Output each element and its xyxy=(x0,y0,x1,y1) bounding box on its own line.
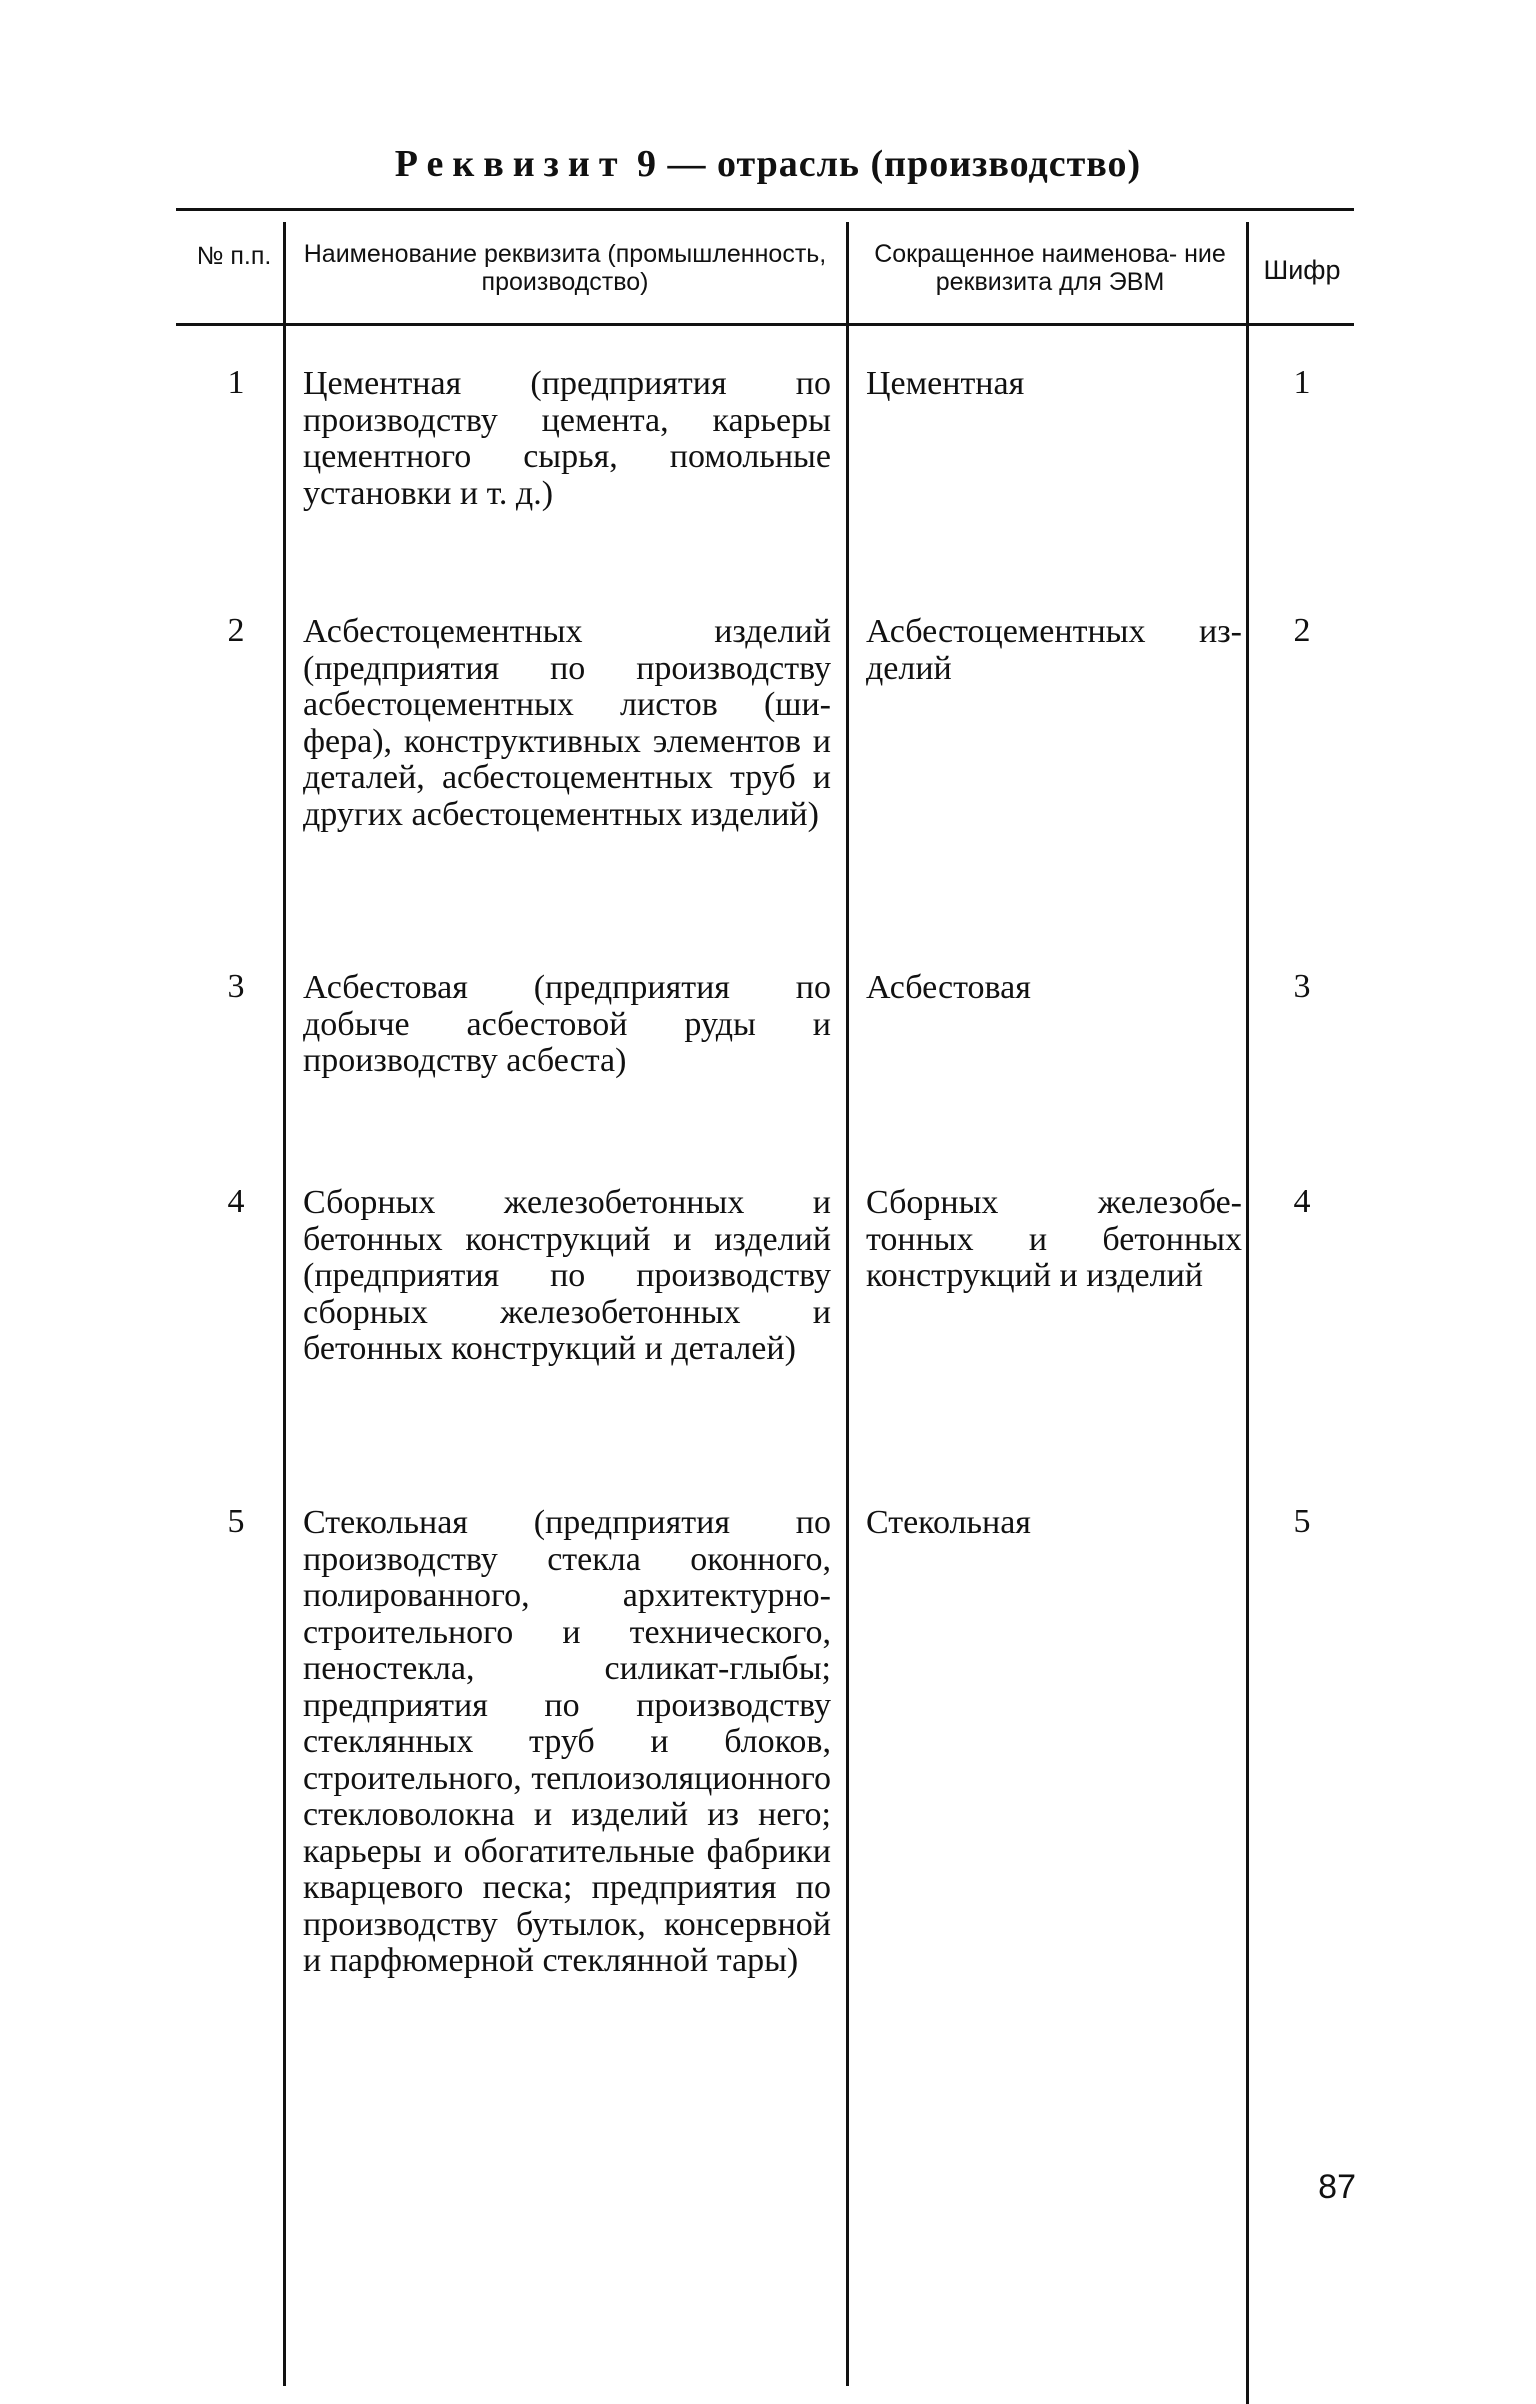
row-cipher: 3 xyxy=(1293,968,1311,1005)
row-cipher: 5 xyxy=(1293,1503,1311,1540)
row-cipher: 2 xyxy=(1293,612,1311,649)
row-number: 1 xyxy=(227,364,245,401)
row-name: Стекольная (предприятия по производству стекла оконного, полированного, архитектурно-строительного и технического, пеностекла, силикат-глыбы; предприятия по производству стеклянных труб и блоков, строительного, теплоизоляционного стекловолокна и изделий из него; карьеры и обогатительные фабрики кварцевого песка; предприятия по производству бутылок, консервной и парфюмерной стеклянной тары) xyxy=(303,1504,831,1979)
title-spaced-word: Реквизит xyxy=(394,143,627,185)
row-name: Асбестоцементных изделий (предприятия по производству асбестоцементных листов (шифера), конструктивных элементов и деталей, асбестоцементных труб и других асбестоцементных изделий) xyxy=(303,613,831,833)
column-divider-3 xyxy=(1246,222,1249,2404)
column-divider-1 xyxy=(283,222,286,2386)
row-short-name: Сборных железобетонных и бетонных конструкций и изделий xyxy=(866,1184,1242,1294)
header-bottom-rule xyxy=(176,323,1354,326)
row-name: Асбестовая (предприятия по добыче асбестовой руды и производству асбеста) xyxy=(303,969,831,1079)
page-number: 87 xyxy=(1318,2168,1356,2206)
row-number: 5 xyxy=(227,1503,245,1540)
row-cipher: 4 xyxy=(1293,1183,1311,1220)
row-name: Цементная (предприятия по производству цемента, карьеры цементного сырья, помольные установки и т. д.) xyxy=(303,365,831,512)
column-divider-2 xyxy=(846,222,849,2386)
row-number: 3 xyxy=(227,968,245,1005)
row-short-name: Асбестоцементных изделий xyxy=(866,613,1242,687)
row-number: 4 xyxy=(227,1183,245,1220)
row-name: Сборных железобетонных и бетонных конструкций и изделий (предприятия по производству сборных железобетонных и бетонных конструкций и деталей) xyxy=(303,1184,831,1367)
row-short-name: Цементная xyxy=(866,365,1025,402)
header-number: № п.п. xyxy=(196,242,272,270)
header-cipher: Шифр xyxy=(1263,255,1341,285)
row-cipher: 1 xyxy=(1293,364,1311,401)
row-number: 2 xyxy=(227,612,245,649)
page-title xyxy=(0,142,1536,186)
header-short-name: Сокращенное наименова- ние реквизита для ЭВМ xyxy=(874,240,1226,296)
row-short-name: Асбестовая xyxy=(866,969,1031,1006)
header-name: Наименование реквизита (промышленность, производство) xyxy=(303,240,827,296)
table-top-rule xyxy=(176,208,1354,211)
title-rest: 9 — отрасль (производство) xyxy=(636,143,1142,185)
row-short-name: Стекольная xyxy=(866,1504,1031,1541)
